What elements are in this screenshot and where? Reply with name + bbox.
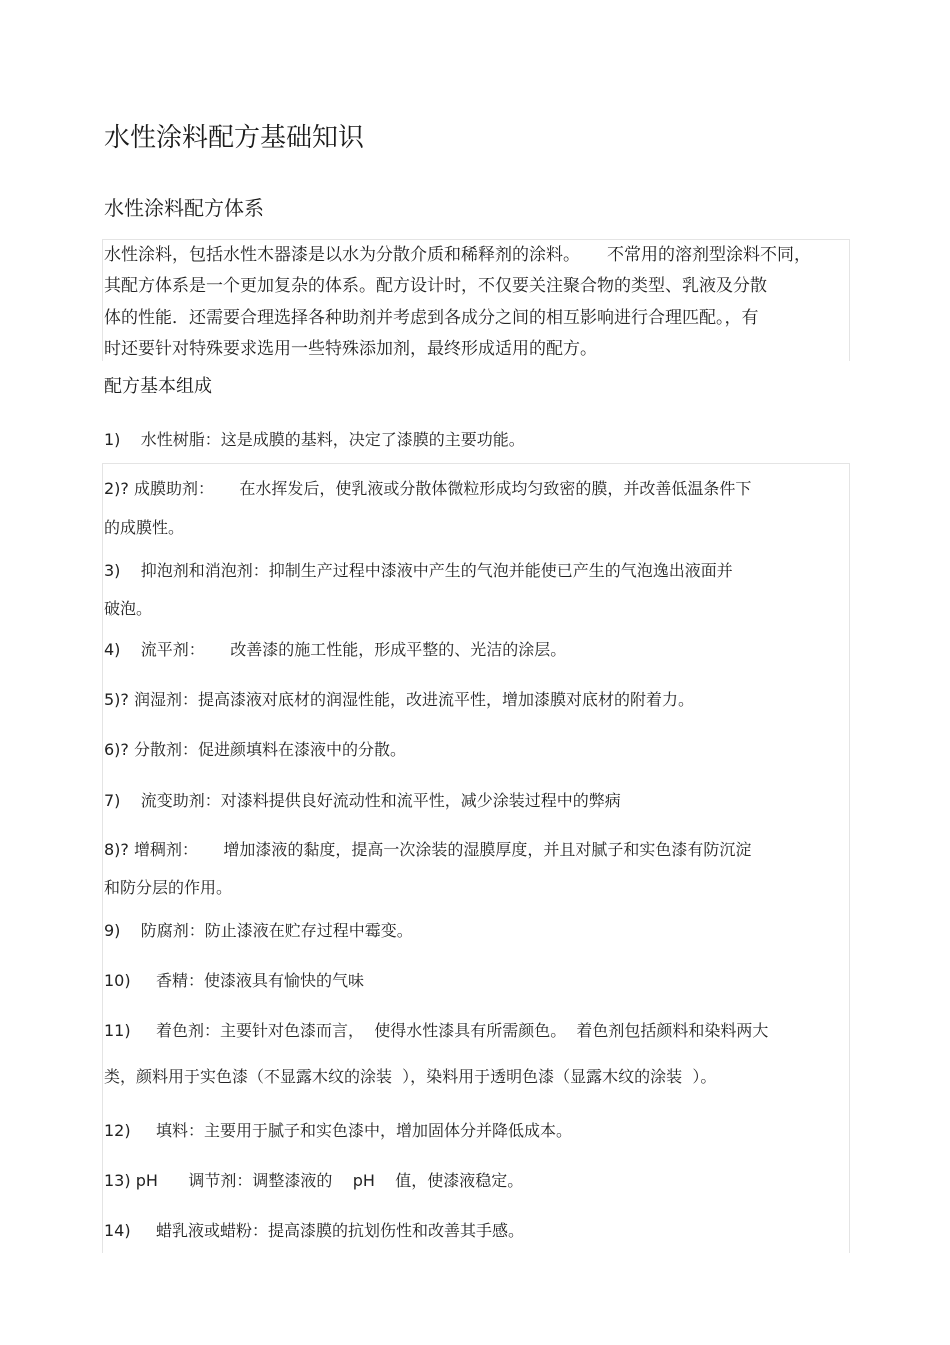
list-item-continuation: 类，颜料用于实色漆（不显露木纹的涂装 ），染料用于透明色漆（显露木纹的涂装 ）。 — [104, 1067, 717, 1086]
list-item: 13) pH 调节剂：调整漆液的 pH 值，使漆液稳定。 — [104, 1171, 524, 1190]
document-title: 水性涂料配方基础知识 — [104, 123, 365, 153]
sub-heading: 配方基本组成 — [104, 376, 212, 397]
intro-line: 体的性能．还需要合理选择各种助剂并考虑到各成分之间的相互影响进行合理匹配。，有 — [104, 308, 759, 328]
intro-line: 其配方体系是一个更加复杂的体系。配方设计时，不仅要关注聚合物的类型、乳液及分散 — [104, 276, 767, 296]
list-item: 5)? 润湿剂：提高漆液对底材的润湿性能，改进流平性，增加漆膜对底材的附着力。 — [104, 690, 695, 709]
list-item: 6)? 分散剂：促进颜填料在漆液中的分散。 — [104, 740, 407, 759]
list-item: 10) 香精：使漆液具有愉快的气味 — [104, 971, 365, 990]
list-item: 9) 防腐剂：防止漆液在贮存过程中霉变。 — [104, 921, 413, 940]
list-item-continuation: 的成膜性。 — [104, 518, 185, 537]
list-item: 11) 着色剂：主要针对色漆而言， 使得水性漆具有所需颜色。 着色剂包括颜料和染料两大 — [104, 1021, 769, 1040]
intro-line: 水性涂料，包括水性木器漆是以水为分散介质和稀释剂的涂料。 不常用的溶剂型涂料不同， — [104, 245, 812, 265]
list-item: 3) 抑泡剂和消泡剂：抑制生产过程中漆液中产生的气泡并能使已产生的气泡逸出液面并 — [104, 561, 733, 580]
list-item: 2)? 成膜助剂： 在水挥发后，使乳液或分散体微粒形成均匀致密的膜，并改善低温条件下 — [104, 479, 752, 498]
list-item: 8)? 增稠剂： 增加漆液的黏度，提高一次涂装的湿膜厚度，并且对腻子和实色漆有防沉淀 — [104, 840, 752, 859]
list-item: 1) 水性树脂：这是成膜的基料，决定了漆膜的主要功能。 — [104, 430, 525, 449]
list-item: 4) 流平剂： 改善漆的施工性能，形成平整的、光洁的涂层。 — [104, 640, 567, 659]
list-item: 7) 流变助剂：对漆料提供良好流动性和流平性，减少涂装过程中的弊病 — [104, 791, 621, 810]
list-item: 14) 蜡乳液或蜡粉：提高漆膜的抗划伤性和改善其手感。 — [104, 1221, 525, 1240]
list-item-continuation: 破泡。 — [104, 599, 153, 618]
list-item-continuation: 和防分层的作用。 — [104, 878, 233, 897]
intro-line: 时还要针对特殊要求选用一些特殊添加剂，最终形成适用的配方。 — [104, 339, 597, 359]
list-item: 12) 填料：主要用于腻子和实色漆中，增加固体分并降低成本。 — [104, 1121, 573, 1140]
section-heading: 水性涂料配方体系 — [104, 196, 264, 220]
